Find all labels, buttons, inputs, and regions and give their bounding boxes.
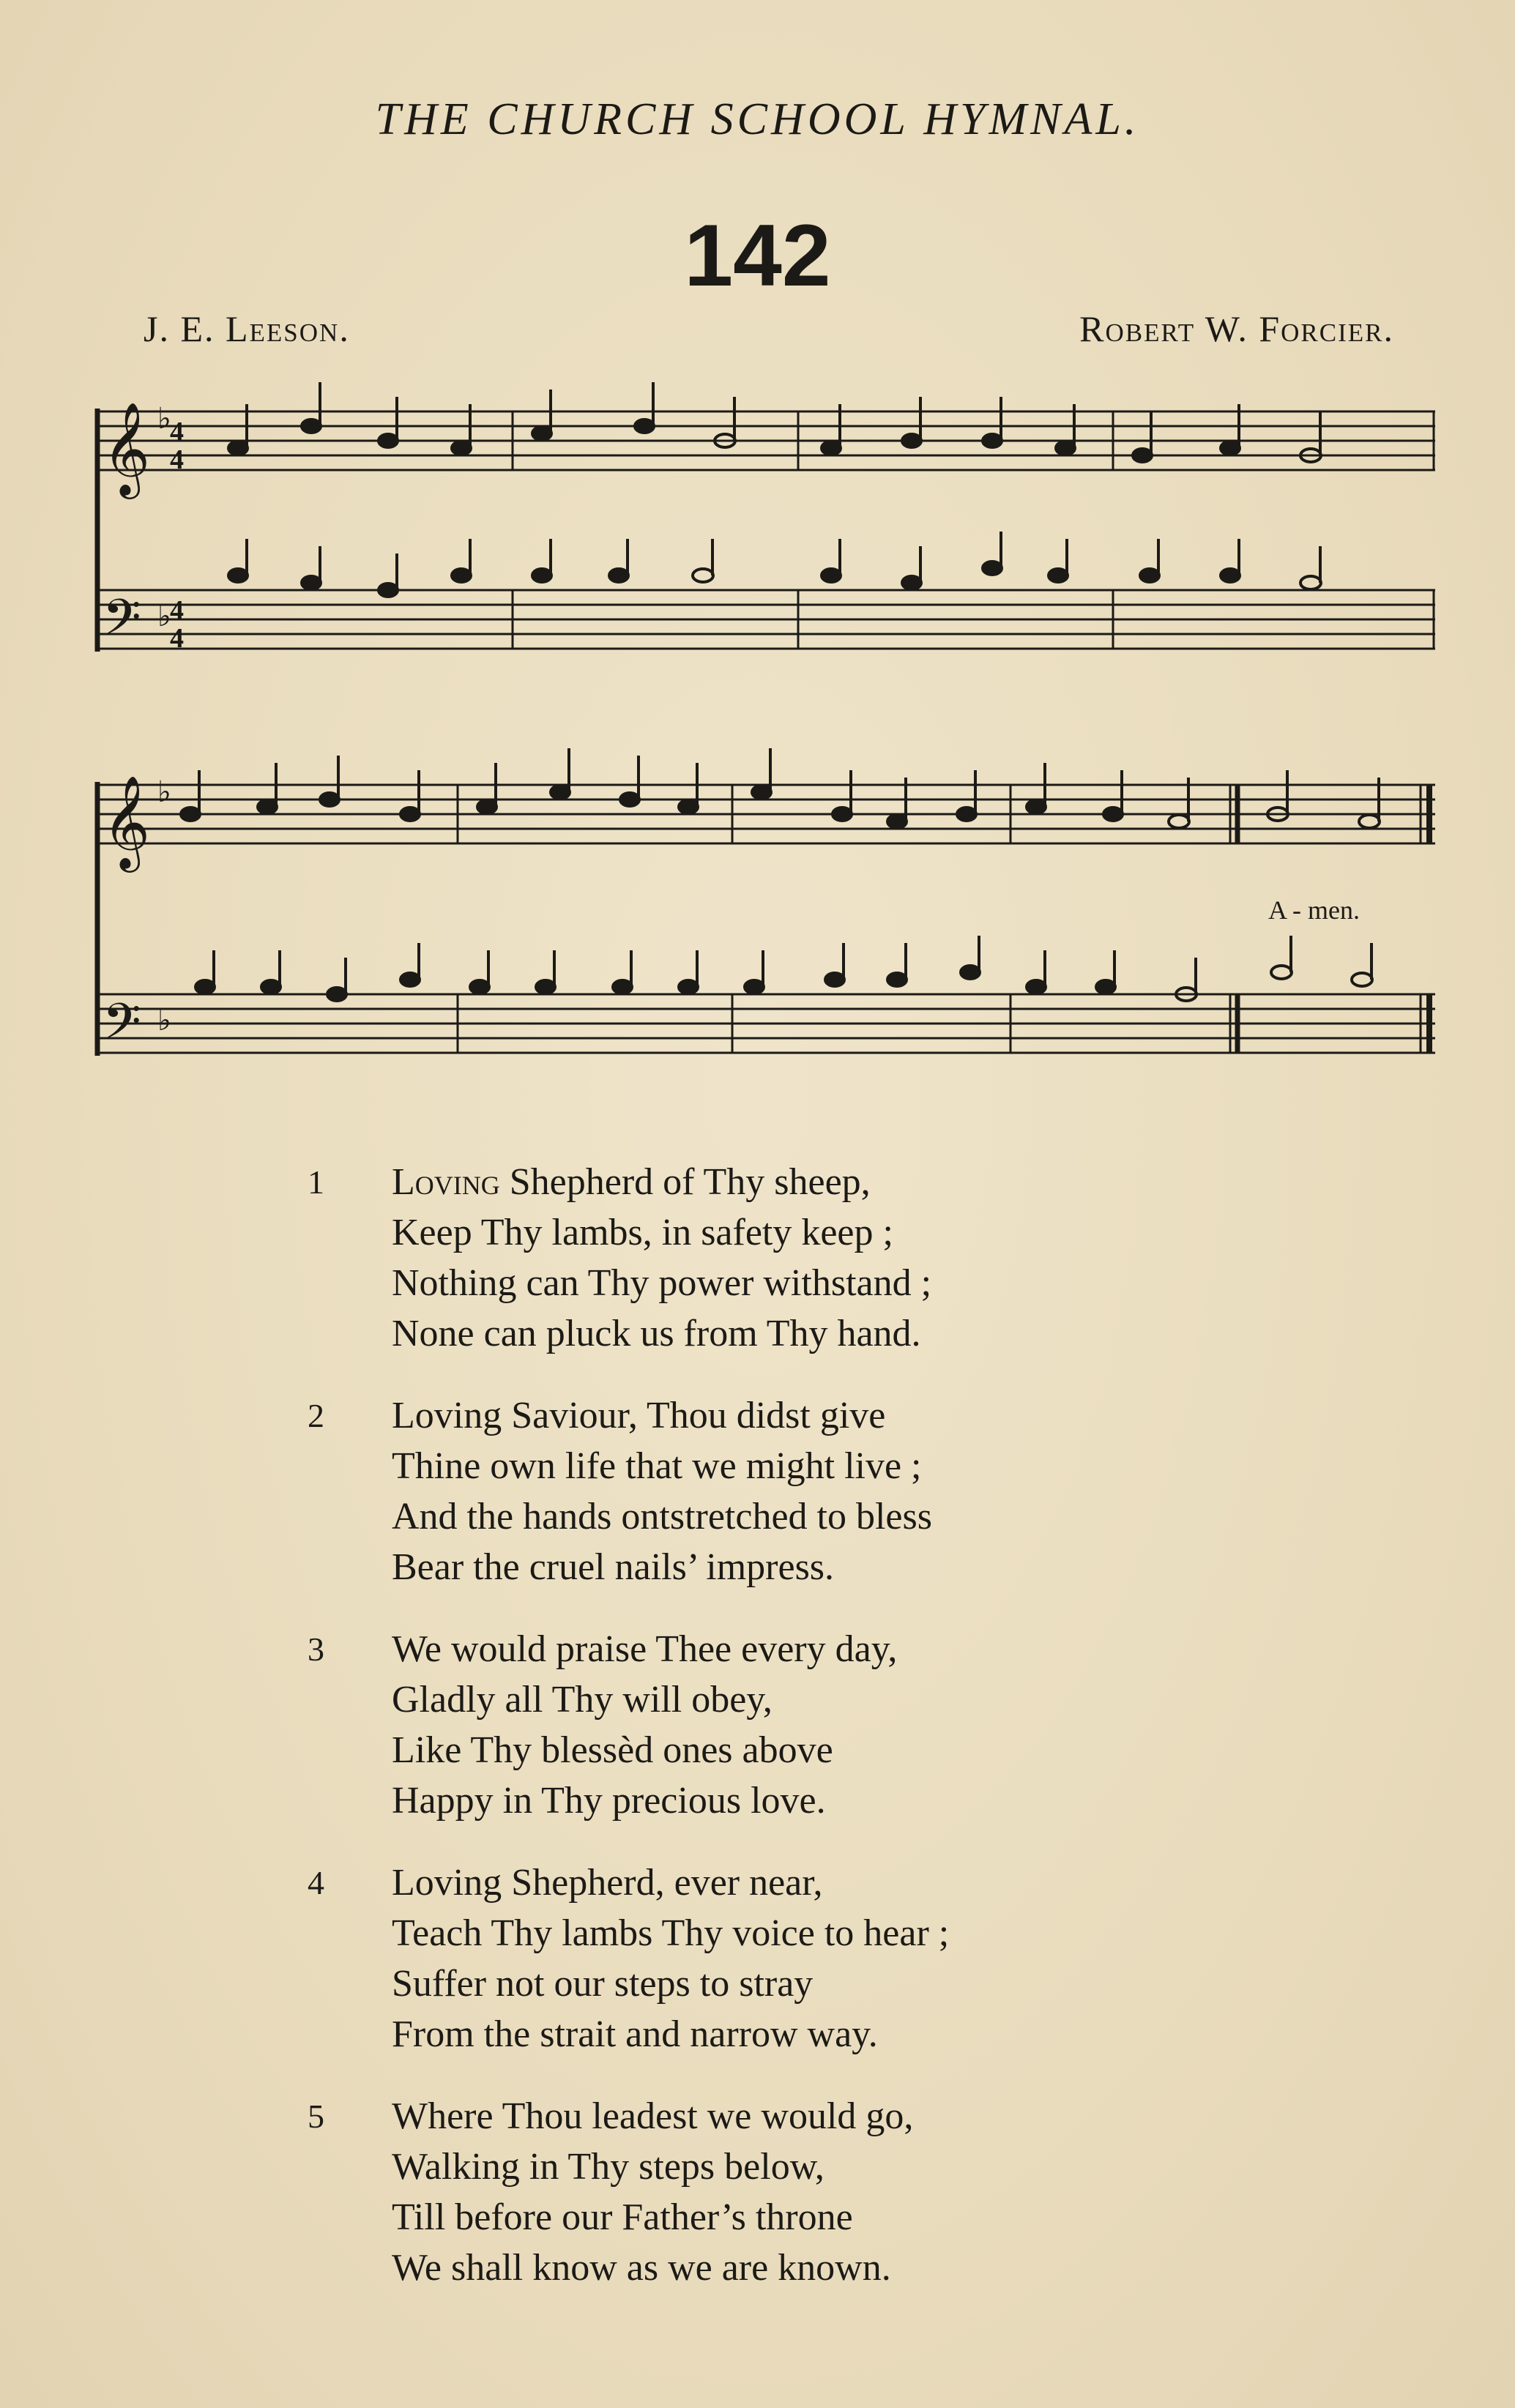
verse-3: [308, 1624, 1186, 1826]
verse-line: We would praise Thee every day,: [392, 1628, 898, 1670]
notes-treble-1: [228, 382, 1321, 462]
verse-line: Walking in Thy steps below,: [392, 2146, 824, 2188]
verse-2: [308, 1390, 1186, 1592]
verse-line: Where Thou leadest we would go,: [392, 2095, 914, 2137]
verse-line: [344, 1157, 1186, 1207]
verse-line: From the strait and narrow way.: [392, 2013, 878, 2055]
svg-text:♭: ♭: [157, 775, 171, 808]
verse-line: None can pluck us from Thy hand.: [392, 1313, 921, 1354]
svg-text:𝄞: 𝄞: [103, 401, 151, 495]
notes-treble-2: [181, 748, 1380, 828]
verse-line: Happy in Thy precious love.: [392, 1780, 826, 1822]
svg-text:4: 4: [170, 595, 184, 626]
verse-line: Till before our Father’s throne: [392, 2196, 853, 2238]
verse-line: Thine own life that we might live ;: [392, 1445, 922, 1487]
verse-line: Loving Shepherd, ever near,: [392, 1862, 823, 1904]
running-head: THE CHURCH SCHOOL HYMNAL.: [375, 94, 1140, 144]
svg-text:4: 4: [170, 444, 184, 475]
bass-staff-1: [95, 590, 1435, 649]
svg-text:♭: ♭: [157, 1004, 171, 1037]
verse-line: And the hands ontstretched to bless: [392, 1496, 932, 1537]
verse-line: Suffer not our steps to stray: [392, 1963, 814, 2005]
system-2: [95, 748, 1435, 1063]
verse-1: [308, 1157, 1186, 1359]
verse-line-rest: Shepherd of Thy sheep,: [499, 1161, 871, 1203]
music-score: [0, 0, 1515, 1098]
notes-bass-2: [196, 936, 1372, 1001]
amen-lyric: A - men.: [1268, 895, 1360, 925]
verse-4: [308, 1857, 1186, 2060]
verse-5: [308, 2091, 1186, 2293]
verse-line: Teach Thy lambs Thy voice to hear ;: [392, 1912, 950, 1954]
verse-line: Keep Thy lambs, in safety keep ;: [392, 1212, 893, 1253]
verse-line: Gladly all Thy will obey,: [392, 1679, 773, 1721]
verse-number: 2: [308, 1397, 324, 1434]
verse-line: We shall know as we are known.: [392, 2247, 891, 2289]
verse-line: Loving Saviour, Thou didst give: [392, 1395, 886, 1436]
composer-credit: Robert W. Forcier.: [1079, 308, 1394, 349]
verse-line: Bear the cruel nails’ impress.: [392, 1546, 835, 1588]
verse-number: 1: [308, 1163, 324, 1201]
svg-text:♭: ♭: [157, 402, 171, 435]
music-notation: [95, 382, 1435, 1063]
verse-first-word: Loving: [392, 1161, 500, 1203]
system-1: [95, 382, 1435, 659]
hymn-number: 142: [684, 206, 831, 305]
verse-number: 4: [308, 1864, 324, 1901]
verses: [308, 1157, 1186, 2325]
svg-text:4: 4: [170, 623, 184, 654]
verse-number: 3: [308, 1630, 324, 1668]
notes-bass-1: [228, 532, 1321, 597]
verse-line: Nothing can Thy power withstand ;: [392, 1262, 932, 1304]
bass-staff-2: [95, 994, 1435, 1053]
author-credit: J. E. Leeson.: [144, 308, 350, 349]
verse-number: 5: [308, 2098, 324, 2135]
svg-text:♭: ♭: [157, 600, 171, 633]
svg-text:4: 4: [170, 417, 184, 447]
svg-text:𝄞: 𝄞: [103, 775, 151, 868]
svg-text:𝄢: 𝄢: [103, 994, 141, 1063]
verse-line: Like Thy blessèd ones above: [392, 1729, 833, 1771]
svg-text:𝄢: 𝄢: [103, 589, 141, 659]
